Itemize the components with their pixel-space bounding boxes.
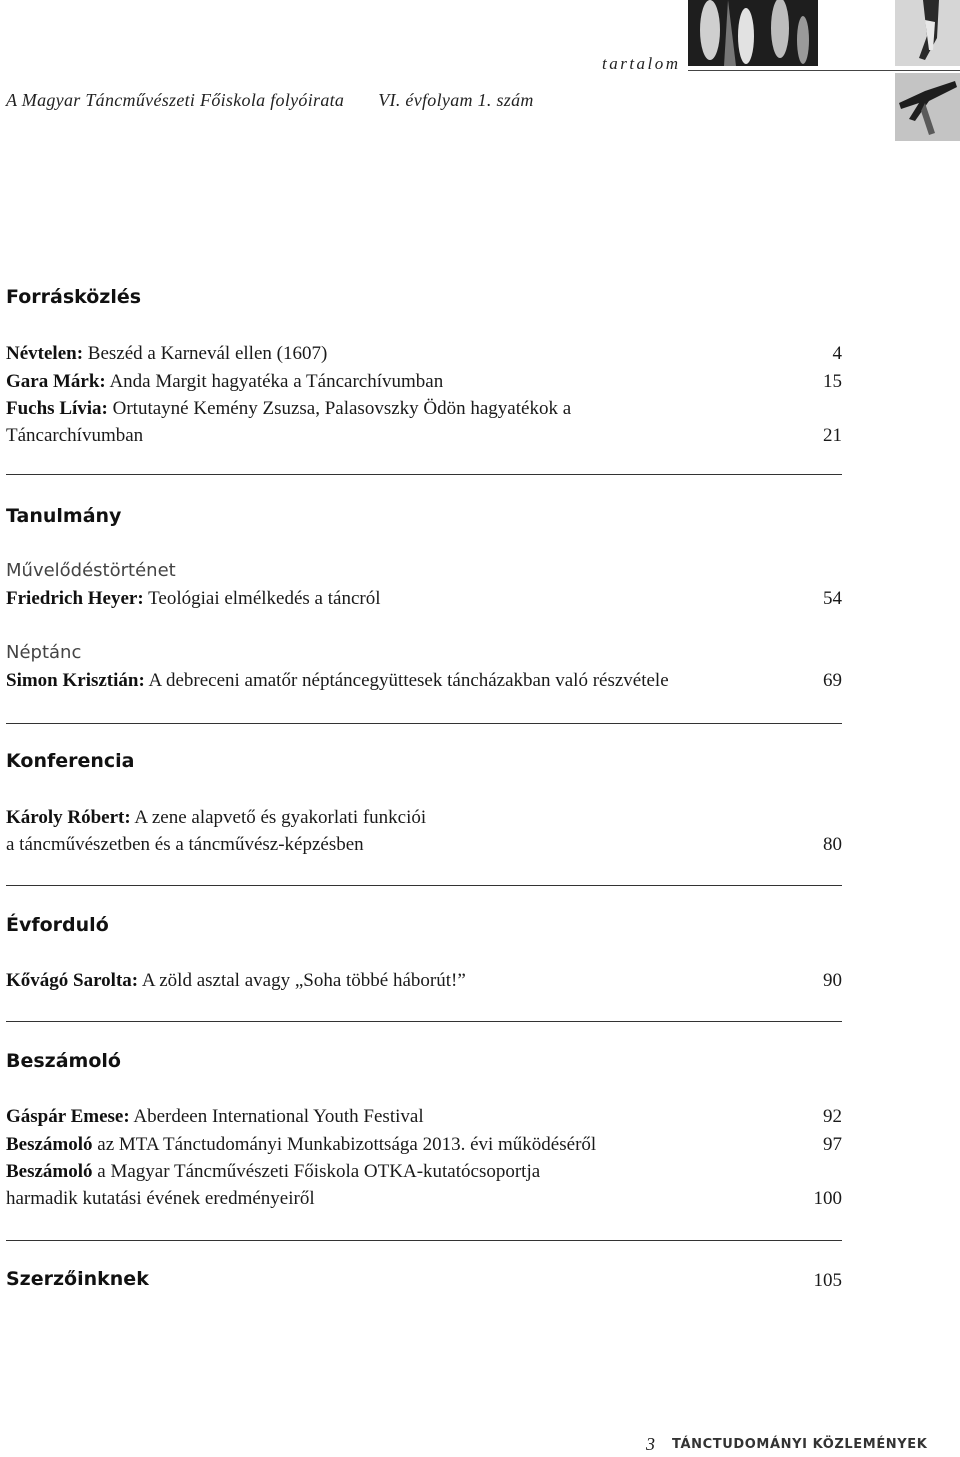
entry-author: Károly Róbert: xyxy=(6,807,131,828)
toc-label: tartalom xyxy=(602,54,681,73)
toc-entry[interactable] xyxy=(6,1134,596,1156)
section-divider xyxy=(6,1240,842,1241)
toc-entry[interactable] xyxy=(6,807,426,829)
toc-entry[interactable] xyxy=(6,1161,540,1183)
entry-author: Gara Márk: xyxy=(6,371,106,392)
entry-title: a Magyar Táncművészeti Főiskola OTKA-kutatócsoportja xyxy=(97,1161,541,1182)
publication-name: TÁNCTUDOMÁNYI KÖZLEMÉNYEK xyxy=(672,1437,928,1452)
entry-title: Teológiai elmélkedés a táncról xyxy=(148,588,381,609)
dancers-photo xyxy=(688,0,818,66)
section-divider xyxy=(6,723,842,724)
entry-page: 54 xyxy=(823,588,842,609)
entry-page: 4 xyxy=(832,343,842,364)
section-forraskozles-title: Forrásközlés xyxy=(6,286,142,308)
entry-author: Névtelen: xyxy=(6,343,84,364)
subsection-label: Néptánc xyxy=(6,642,82,663)
entry-title: Beszéd a Karnevál ellen (1607) xyxy=(87,343,328,364)
entry-page: 21 xyxy=(823,425,842,446)
entry-page: 90 xyxy=(823,970,842,991)
section-beszamolo-title: Beszámoló xyxy=(6,1050,121,1072)
entry-author: Kővágó Sarolta: xyxy=(6,970,139,991)
header-rule xyxy=(688,70,960,71)
toc-entry[interactable] xyxy=(6,1106,424,1128)
entry-page: 105 xyxy=(813,1270,842,1291)
toc-entry[interactable] xyxy=(6,343,327,365)
section-tanulmany-title: Tanulmány xyxy=(6,505,122,527)
entry-title: Aberdeen International Youth Festival xyxy=(133,1106,424,1127)
section-konferencia-title: Konferencia xyxy=(6,750,135,772)
toc-entry[interactable] xyxy=(6,670,669,692)
entry-title: A zene alapvető és gyakorlati funkciói xyxy=(134,807,427,828)
issue-label: VI. évfolyam 1. szám xyxy=(378,90,534,110)
toc-entry[interactable] xyxy=(6,970,466,992)
entry-author: Fuchs Lívia: xyxy=(6,398,108,419)
entry-author: Friedrich Heyer: xyxy=(6,588,144,609)
section-evfordulo-title: Évforduló xyxy=(6,914,109,936)
entry-page: 69 xyxy=(823,670,842,691)
entry-page: 80 xyxy=(823,834,842,855)
entry-author: Beszámoló xyxy=(6,1134,93,1155)
subsection-label: Művelődéstörténet xyxy=(6,560,176,581)
entry-title: A zöld asztal avagy „Soha többé háborút!” xyxy=(141,970,466,991)
section-divider xyxy=(6,885,842,886)
entry-title-continued: a táncművészetben és a táncművész-képzésben xyxy=(6,834,364,855)
entry-author: Gáspár Emese: xyxy=(6,1106,130,1127)
entry-title-continued: Táncarchívumban xyxy=(6,425,144,446)
entry-title: Anda Margit hagyatéka a Táncarchívumban xyxy=(109,371,444,392)
toc-entry[interactable] xyxy=(6,588,381,610)
entry-title: az MTA Tánctudományi Munkabizottsága 2013. évi működéséről xyxy=(97,1134,597,1155)
dancer-leg-photo xyxy=(895,0,960,66)
entry-page: 100 xyxy=(813,1188,842,1209)
leaping-dancer-photo xyxy=(895,73,960,141)
page-number: 3 xyxy=(646,1434,655,1454)
entry-title: A debreceni amatőr néptáncegyüttesek táncházakban való részvétele xyxy=(148,670,669,691)
section-divider xyxy=(6,1021,842,1022)
toc-entry[interactable] xyxy=(6,398,571,420)
entry-page: 15 xyxy=(823,371,842,392)
toc-entry[interactable] xyxy=(6,371,443,393)
entry-author: Simon Krisztián: xyxy=(6,670,145,691)
entry-page: 97 xyxy=(823,1134,842,1155)
entry-title-continued: harmadik kutatási évének eredményeiről xyxy=(6,1188,315,1209)
entry-author: Beszámoló xyxy=(6,1161,93,1182)
entry-page: 92 xyxy=(823,1106,842,1127)
section-divider xyxy=(6,474,842,475)
entry-title: Ortutayné Kemény Zsuzsa, Palasovszky Ödön hagyatékok a xyxy=(112,398,572,419)
journal-name: A Magyar Táncművészeti Főiskola folyóirata xyxy=(6,90,345,110)
section-szerzoinknek-title[interactable]: Szerzőinknek xyxy=(6,1268,149,1290)
journal-header xyxy=(6,90,534,111)
